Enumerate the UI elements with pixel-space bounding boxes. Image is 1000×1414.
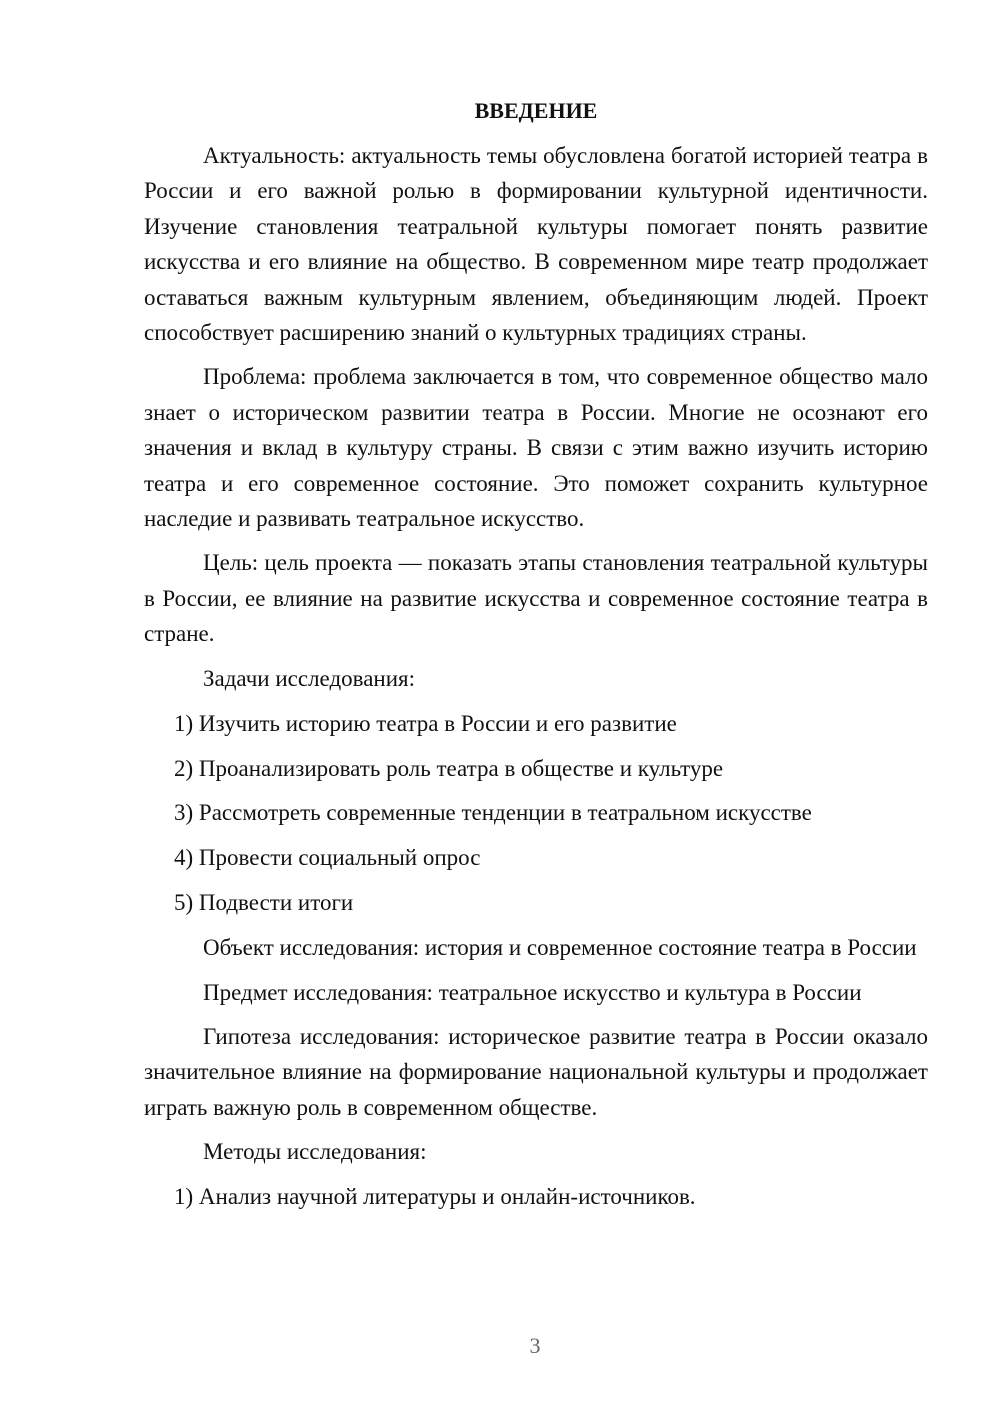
task-item-1: 1) Изучить историю театра в России и его развитие — [174, 710, 677, 736]
page-title: ВВЕДЕНИЕ — [474, 98, 598, 123]
hypothesis-paragraph: Гипотеза исследования: историческое развитие театра в России оказало значительное влияние на формирование национальной культуры и продолжает играть важную роль в современном обществе. — [144, 1023, 928, 1120]
page-content — [144, 96, 928, 1224]
methods-heading: Методы исследования: — [203, 1139, 427, 1165]
tasks-heading: Задачи исследования: — [203, 665, 416, 691]
task-item-5: 5) Подвести итоги — [174, 890, 354, 916]
goal-paragraph: Цель: цель проекта — показать этапы становления театральной культуры в России, ее влияние на развитие искусства и современное состояние театра в стране. — [144, 550, 928, 647]
task-item-2: 2) Проанализировать роль театра в обществе и культуре — [174, 755, 724, 781]
research-object-paragraph: Объект исследования: история и современное состояние театра в России — [203, 935, 917, 961]
page-number: 3 — [529, 1333, 541, 1358]
task-item-3: 3) Рассмотреть современные тенденции в театральном искусстве — [174, 800, 812, 826]
task-item-4: 4) Провести социальный опрос — [174, 845, 481, 871]
research-subject-paragraph: Предмет исследования: театральное искусство и культура в России — [203, 979, 862, 1005]
relevance-paragraph: Актуальность: актуальность темы обусловлена богатой историей театра в России и его важной ролью в формировании культурной идентичности. Изучение становления театральной культуры помогает понять развитие искусства и его влияние на общество. В современном мире театр продолжает оставаться важным культурным явлением, объединяющим людей. Проект способствует расширению знаний о культурных традициях страны. — [144, 143, 928, 346]
problem-paragraph: Проблема: проблема заключается в том, что современное общество мало знает о историческом развитии театра в России. Многие не осознают его значения и вклад в культуру страны. В связи с этим важно изучить историю театра и его современное состояние. Это поможет сохранить культурное наследие и развивать театральное искусство. — [144, 364, 928, 532]
method-item-1: 1) Анализ научной литературы и онлайн-источников. — [174, 1184, 696, 1210]
